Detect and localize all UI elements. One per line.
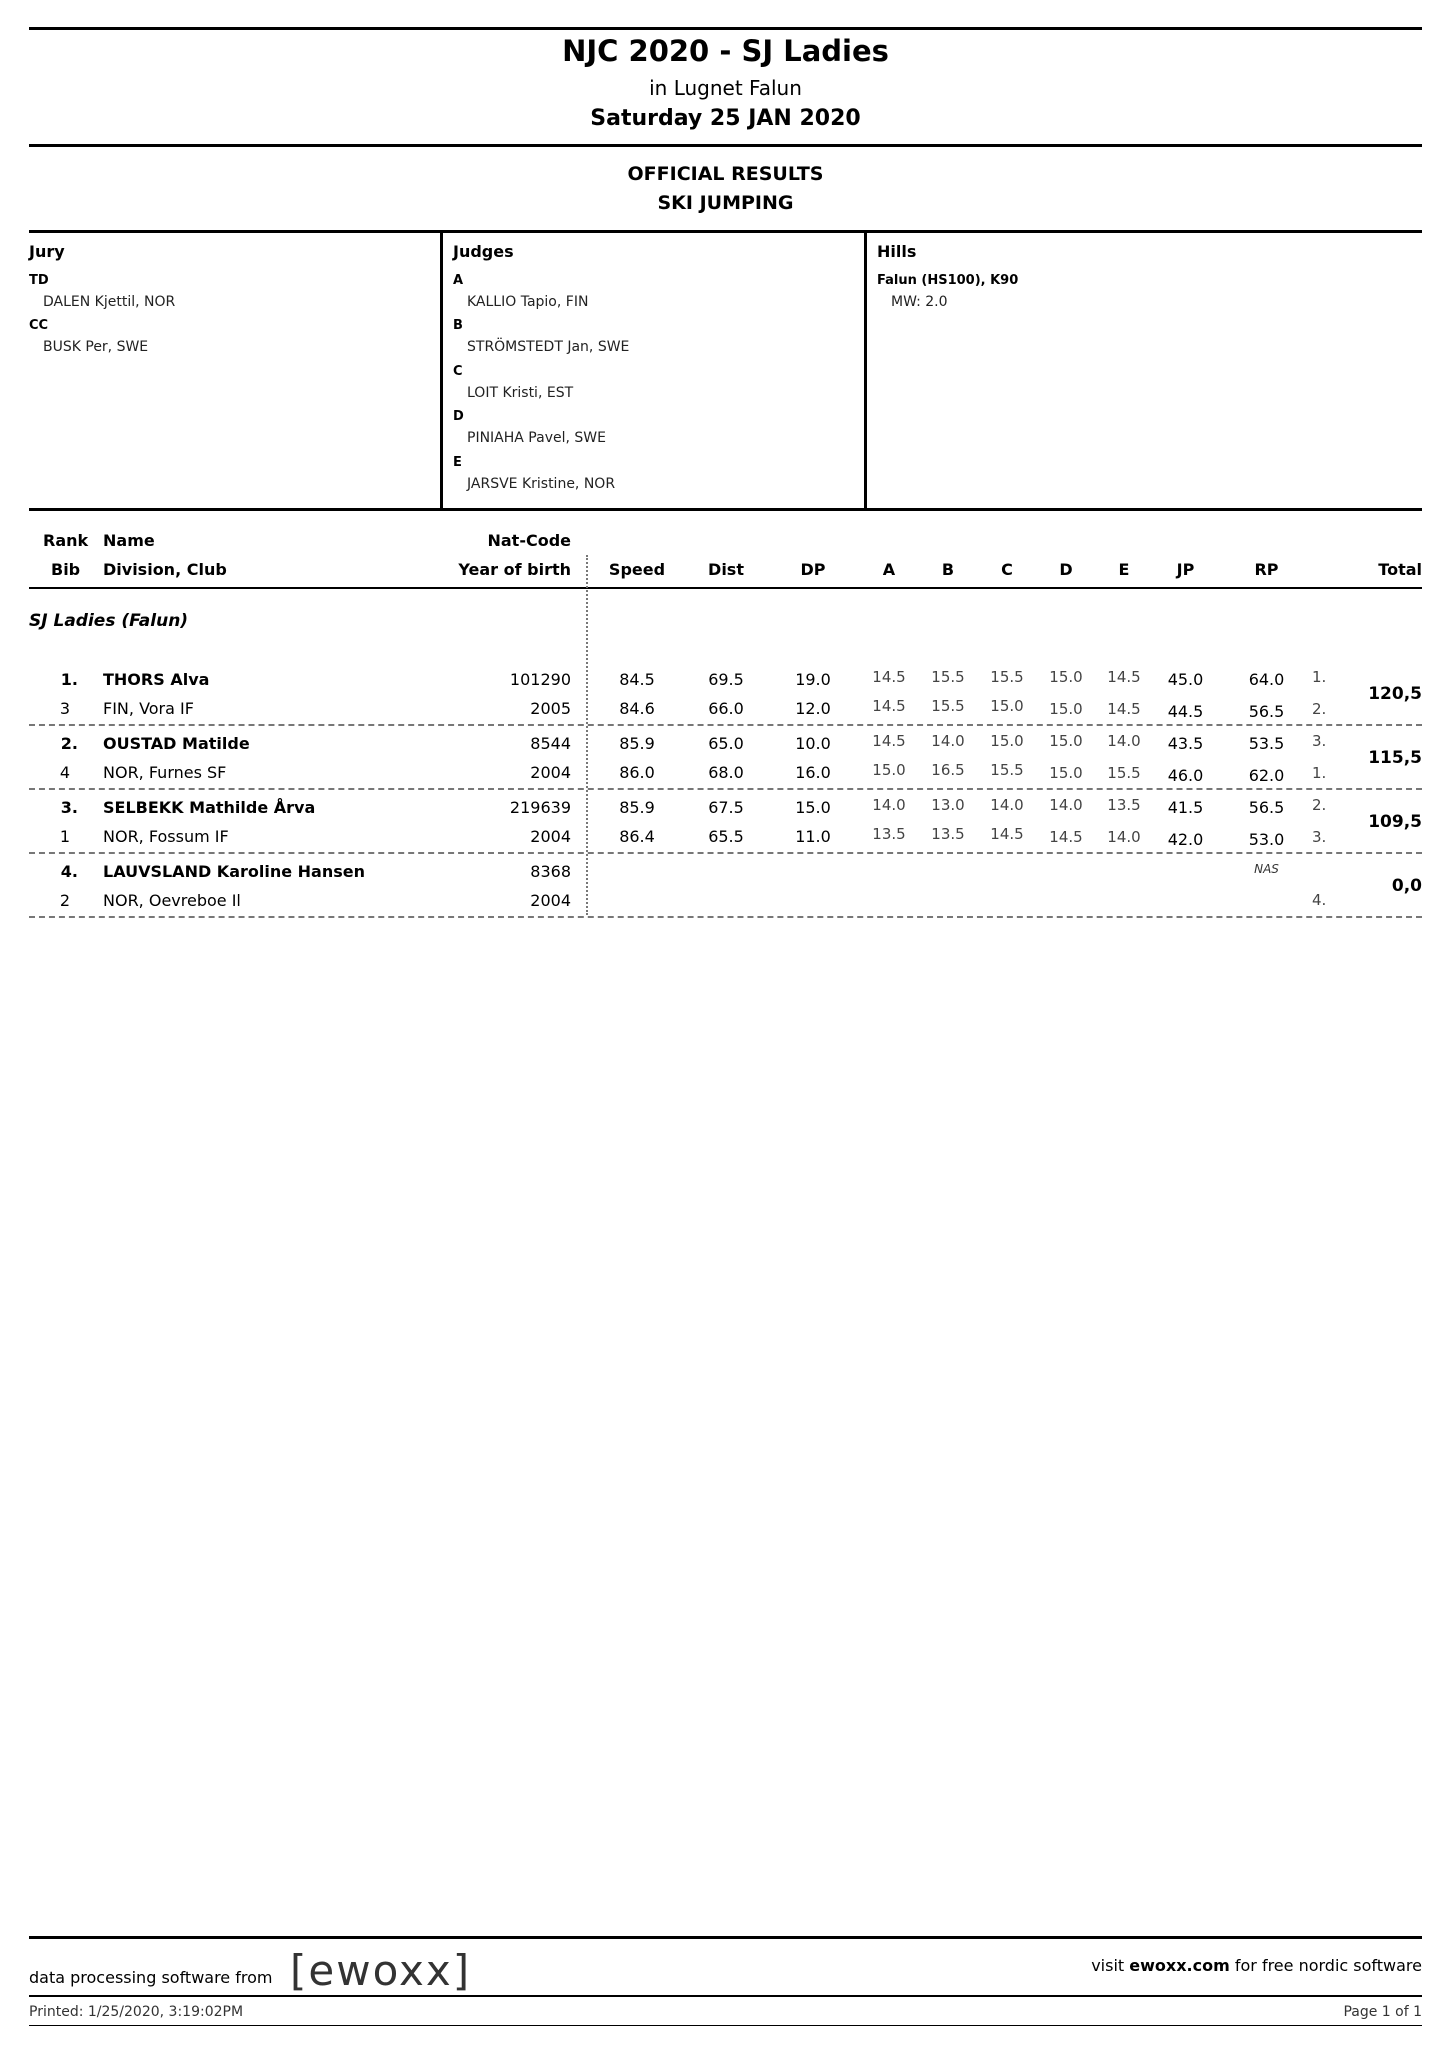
judge-value: LOIT Kristi, EST xyxy=(467,385,574,401)
speed: 84.5 xyxy=(619,670,655,689)
venue: in Lugnet Falun xyxy=(649,76,802,100)
round-points: 56.5 xyxy=(1248,702,1285,721)
nat-code: 8368 xyxy=(530,862,571,881)
judge-label: C xyxy=(453,364,463,379)
bib: 3 xyxy=(59,699,71,718)
year-of-birth: 2004 xyxy=(530,763,571,782)
round-points: 62.0 xyxy=(1248,766,1285,785)
judge-label: D xyxy=(453,409,464,424)
athlete-name: LAUVSLAND Karoline Hansen xyxy=(103,862,366,881)
judge-c-score: 15.0 xyxy=(990,732,1024,750)
td-label: TD xyxy=(29,273,49,288)
judge-points: 42.0 xyxy=(1167,830,1204,849)
ewoxx-logo: [ewoxx] xyxy=(290,1946,472,1995)
distance: 68.0 xyxy=(708,763,744,782)
athlete-name: SELBEKK Mathilde Årva xyxy=(103,798,316,817)
page-number: Page 1 of 1 xyxy=(1343,2004,1422,2020)
footer-end-rule xyxy=(29,2025,1422,2026)
total-score: 120,5 xyxy=(1368,684,1422,704)
judge-c-score: 15.0 xyxy=(990,697,1024,715)
info-divider xyxy=(864,230,867,510)
page-title: NJC 2020 - SJ Ladies xyxy=(562,34,889,68)
judge-value: JARSVE Kristine, NOR xyxy=(467,476,616,492)
round-points: 53.0 xyxy=(1248,830,1285,849)
bib: 1 xyxy=(59,827,71,846)
jury-heading: Jury xyxy=(29,242,65,261)
total-score: 0,0 xyxy=(1391,876,1422,896)
distance-points: 16.0 xyxy=(795,763,831,782)
info-top-rule xyxy=(29,230,1422,233)
judge-a-score: 13.5 xyxy=(872,825,906,843)
judge-e-score: 14.5 xyxy=(1107,668,1141,686)
judge-b-score: 15.5 xyxy=(931,668,965,686)
judge-value: KALLIO Tapio, FIN xyxy=(467,294,589,310)
round-points: 64.0 xyxy=(1248,670,1285,689)
round-position: 3. xyxy=(1312,732,1327,750)
rank: 3. xyxy=(60,798,78,817)
event-date: Saturday 25 JAN 2020 xyxy=(590,106,861,131)
row-separator xyxy=(29,852,1422,854)
hill-name: Falun (HS100), K90 xyxy=(877,273,1019,288)
col-judge-d: D xyxy=(1059,560,1073,579)
round-position: 2. xyxy=(1312,796,1327,814)
distance-points: 19.0 xyxy=(795,670,831,689)
year-of-birth: 2004 xyxy=(530,827,571,846)
round-position: 1. xyxy=(1312,668,1327,686)
club: NOR, Oevreboe Il xyxy=(103,891,241,910)
distance: 65.5 xyxy=(708,827,744,846)
round-points: 56.5 xyxy=(1248,798,1285,817)
speed: 85.9 xyxy=(619,734,655,753)
nat-code: 8544 xyxy=(530,734,571,753)
year-of-birth: 2004 xyxy=(530,891,571,910)
nat-code: 101290 xyxy=(509,670,571,689)
judge-points: 41.5 xyxy=(1167,798,1204,817)
col-dp: DP xyxy=(800,560,826,579)
info-bottom-rule xyxy=(29,508,1422,511)
top-rule xyxy=(29,27,1422,30)
round-position: 1. xyxy=(1312,764,1327,782)
judge-label: A xyxy=(453,273,464,288)
distance-points: 11.0 xyxy=(795,827,831,846)
judge-b-score: 15.5 xyxy=(931,697,965,715)
footer-bottom-rule xyxy=(29,1995,1422,1997)
judge-e-score: 15.5 xyxy=(1107,764,1141,782)
col-natcode: Nat-Code xyxy=(487,531,571,550)
total-score: 109,5 xyxy=(1368,812,1422,832)
footer-right-post: for free nordic software xyxy=(1229,1956,1422,1975)
club: FIN, Vora IF xyxy=(103,699,194,718)
round-position: 4. xyxy=(1312,891,1327,909)
club: NOR, Furnes SF xyxy=(103,763,227,782)
distance: 66.0 xyxy=(708,699,744,718)
club: NOR, Fossum IF xyxy=(103,827,229,846)
judge-c-score: 15.5 xyxy=(990,761,1024,779)
footer-right-pre: visit xyxy=(1091,1956,1130,1975)
col-judge-e: E xyxy=(1118,560,1130,579)
judge-c-score: 14.0 xyxy=(990,796,1024,814)
round-position: 2. xyxy=(1312,700,1327,718)
printed-timestamp: Printed: 1/25/2020, 3:19:02PM xyxy=(29,2004,244,2020)
judge-d-score: 14.0 xyxy=(1049,796,1083,814)
rank: 2. xyxy=(60,734,78,753)
column-separator xyxy=(586,555,588,915)
footer-link[interactable]: ewoxx.com xyxy=(1129,1956,1230,1975)
judge-e-score: 14.5 xyxy=(1107,700,1141,718)
bib: 4 xyxy=(59,763,71,782)
judge-value: PINIAHA Pavel, SWE xyxy=(467,430,606,446)
judge-e-score: 14.0 xyxy=(1107,732,1141,750)
td-value: DALEN Kjettil, NOR xyxy=(43,294,176,310)
distance-points: 12.0 xyxy=(795,699,831,718)
athlete-name: THORS Alva xyxy=(103,670,210,689)
judge-points: 45.0 xyxy=(1167,670,1204,689)
judge-d-score: 15.0 xyxy=(1049,732,1083,750)
info-divider xyxy=(440,230,443,510)
judge-e-score: 13.5 xyxy=(1107,796,1141,814)
col-dist: Dist xyxy=(708,560,744,579)
judge-label: B xyxy=(453,318,463,333)
section-title: SJ Ladies (Falun) xyxy=(29,611,189,631)
col-judge-b: B xyxy=(941,560,955,579)
judge-d-score: 14.5 xyxy=(1049,828,1083,846)
distance-points: 10.0 xyxy=(795,734,831,753)
col-rp: RP xyxy=(1254,560,1279,579)
judge-points: 46.0 xyxy=(1167,766,1204,785)
judges-heading: Judges xyxy=(453,242,514,261)
col-rank: Rank xyxy=(43,531,89,550)
speed: 86.0 xyxy=(619,763,655,782)
cc-value: BUSK Per, SWE xyxy=(43,339,149,355)
nat-code: 219639 xyxy=(509,798,571,817)
round-points: 53.5 xyxy=(1248,734,1285,753)
judge-d-score: 15.0 xyxy=(1049,668,1083,686)
distance: 65.0 xyxy=(708,734,744,753)
athlete-name: OUSTAD Matilde xyxy=(103,734,250,753)
row-separator xyxy=(29,916,1422,918)
hills-heading: Hills xyxy=(877,242,917,261)
rank: 4. xyxy=(60,862,78,881)
footer-top-rule xyxy=(29,1936,1422,1939)
distance: 69.5 xyxy=(708,670,744,689)
total-score: 115,5 xyxy=(1368,748,1422,768)
judge-b-score: 13.5 xyxy=(931,825,965,843)
judge-e-score: 14.0 xyxy=(1107,828,1141,846)
judge-a-score: 14.0 xyxy=(872,796,906,814)
speed: 86.4 xyxy=(619,827,655,846)
judge-a-score: 14.5 xyxy=(872,697,906,715)
speed: 85.9 xyxy=(619,798,655,817)
col-judge-a: A xyxy=(882,560,896,579)
header-rule xyxy=(29,144,1422,147)
footer-right-text xyxy=(900,1956,1422,1975)
distance: 67.5 xyxy=(708,798,744,817)
hill-mw: MW: 2.0 xyxy=(891,294,948,310)
judge-value: STRÖMSTEDT Jan, SWE xyxy=(467,339,630,355)
judge-c-score: 14.5 xyxy=(990,825,1024,843)
results-subtitle: SKI JUMPING xyxy=(657,192,794,214)
row-separator xyxy=(29,788,1422,790)
judge-label: E xyxy=(453,455,462,470)
judge-a-score: 14.5 xyxy=(872,668,906,686)
table-header-rule xyxy=(29,587,1422,589)
col-jp: JP xyxy=(1176,560,1195,579)
judge-points: 43.5 xyxy=(1167,734,1204,753)
round-position: 3. xyxy=(1312,828,1327,846)
judge-a-score: 14.5 xyxy=(872,732,906,750)
judge-d-score: 15.0 xyxy=(1049,700,1083,718)
judge-b-score: 16.5 xyxy=(931,761,965,779)
judge-points: 44.5 xyxy=(1167,702,1204,721)
col-club: Division, Club xyxy=(103,560,227,579)
col-judge-c: C xyxy=(1001,560,1013,579)
col-speed: Speed xyxy=(608,560,666,579)
year-of-birth: 2005 xyxy=(530,699,571,718)
nas-status: NAS xyxy=(1254,862,1279,876)
col-total: Total xyxy=(1378,560,1422,579)
speed: 84.6 xyxy=(619,699,655,718)
distance-points: 15.0 xyxy=(795,798,831,817)
bib: 2 xyxy=(59,891,71,910)
cc-label: CC xyxy=(29,318,49,333)
judge-d-score: 15.0 xyxy=(1049,764,1083,782)
judge-b-score: 14.0 xyxy=(931,732,965,750)
col-bib: Bib xyxy=(51,560,81,579)
judge-a-score: 15.0 xyxy=(872,761,906,779)
results-title: OFFICIAL RESULTS xyxy=(627,163,824,185)
judge-c-score: 15.5 xyxy=(990,668,1024,686)
row-separator xyxy=(29,724,1422,726)
col-yob: Year of birth xyxy=(458,560,571,579)
footer-left-text: data processing software from xyxy=(29,1968,273,1987)
judge-b-score: 13.0 xyxy=(931,796,965,814)
col-name: Name xyxy=(103,531,155,550)
rank: 1. xyxy=(60,670,78,689)
